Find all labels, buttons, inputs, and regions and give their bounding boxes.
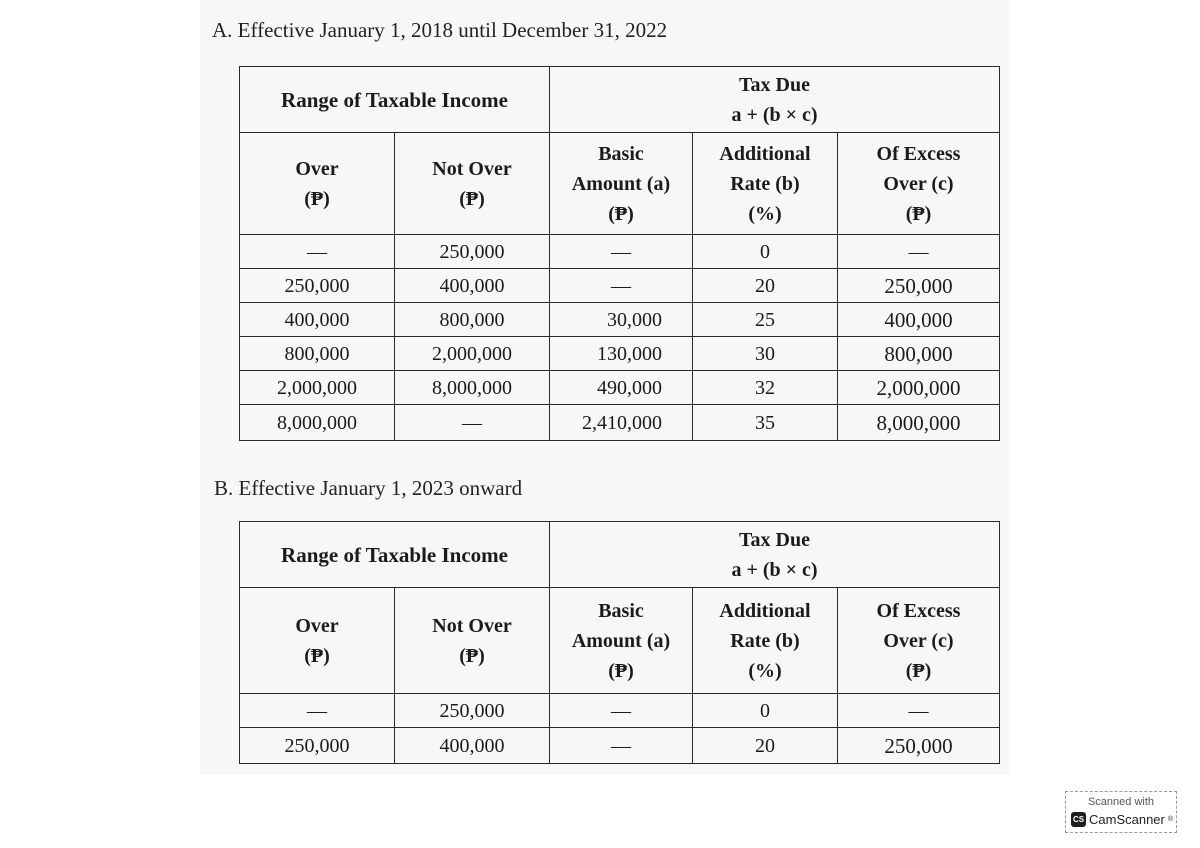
col-excess-over-header: Of Excess Over (c) (₱) [838, 588, 1000, 694]
cell-over: 800,000 [240, 337, 395, 371]
section-b-heading: B. Effective January 1, 2023 onward [214, 476, 523, 500]
cell-excess-over: 2,000,000 [838, 371, 1000, 405]
table-row [240, 235, 1000, 269]
cell-excess-over: 250,000 [838, 269, 1000, 303]
cell-excess-over: 400,000 [838, 303, 1000, 337]
scanned-with-label: Scanned with [1087, 796, 1155, 808]
range-header: Range of Taxable Income [240, 522, 550, 588]
cell-rate: 0 [693, 694, 838, 728]
camscanner-watermark [1065, 791, 1177, 833]
table-row [240, 728, 1000, 764]
cell-over: 2,000,000 [240, 371, 395, 405]
cell-over: — [240, 235, 395, 269]
table-row [240, 405, 1000, 441]
cell-over: 400,000 [240, 303, 395, 337]
table-row [240, 694, 1000, 728]
col-excess-over-header: Of Excess Over (c) (₱) [838, 133, 1000, 235]
cell-not-over: 250,000 [395, 235, 550, 269]
registered-mark: ® [1167, 816, 1174, 823]
cell-basic-amount: 30,000 [550, 303, 693, 337]
col-over-header: Over (₱) [240, 588, 395, 694]
camscanner-logo-icon: CS [1071, 812, 1086, 827]
cell-not-over: 400,000 [395, 269, 550, 303]
cell-not-over: 2,000,000 [395, 337, 550, 371]
table-row [240, 337, 1000, 371]
table-row [240, 371, 1000, 405]
cell-rate: 30 [693, 337, 838, 371]
tax-table-a [239, 66, 1000, 441]
cell-not-over: 800,000 [395, 303, 550, 337]
cell-rate: 35 [693, 405, 838, 441]
cell-basic-amount: 490,000 [550, 371, 693, 405]
cell-rate: 32 [693, 371, 838, 405]
section-a-heading: A. Effective January 1, 2018 until December 31, 2022 [212, 18, 668, 42]
tax-due-header: Tax Due a + (b × c) [550, 67, 1000, 133]
cell-basic-amount: — [550, 235, 693, 269]
cell-excess-over: 8,000,000 [838, 405, 1000, 441]
cell-excess-over: — [838, 235, 1000, 269]
cell-rate: 25 [693, 303, 838, 337]
tax-table-b [239, 521, 1000, 764]
camscanner-brand: CamScanner [1089, 812, 1165, 827]
tax-due-header: Tax Due a + (b × c) [550, 522, 1000, 588]
cell-over: 250,000 [240, 728, 395, 764]
cell-rate: 20 [693, 728, 838, 764]
cell-basic-amount: 2,410,000 [550, 405, 693, 441]
col-additional-rate-header: Additional Rate (b) (%) [693, 588, 838, 694]
cell-not-over: 250,000 [395, 694, 550, 728]
col-not-over-header: Not Over (₱) [395, 588, 550, 694]
cell-over: 250,000 [240, 269, 395, 303]
col-additional-rate-header: Additional Rate (b) (%) [693, 133, 838, 235]
col-not-over-header: Not Over (₱) [395, 133, 550, 235]
cell-over: 8,000,000 [240, 405, 395, 441]
cell-not-over: 8,000,000 [395, 371, 550, 405]
table-row [240, 269, 1000, 303]
col-basic-amount-header: Basic Amount (a) (₱) [550, 133, 693, 235]
cell-not-over: 400,000 [395, 728, 550, 764]
cell-excess-over: 250,000 [838, 728, 1000, 764]
cell-over: — [240, 694, 395, 728]
cell-not-over: — [395, 405, 550, 441]
cell-excess-over: 800,000 [838, 337, 1000, 371]
range-header: Range of Taxable Income [240, 67, 550, 133]
cell-basic-amount: 130,000 [550, 337, 693, 371]
cell-basic-amount: — [550, 694, 693, 728]
cell-excess-over: — [838, 694, 1000, 728]
col-basic-amount-header: Basic Amount (a) (₱) [550, 588, 693, 694]
cell-basic-amount: — [550, 269, 693, 303]
cell-basic-amount: — [550, 728, 693, 764]
cell-rate: 20 [693, 269, 838, 303]
table-row [240, 303, 1000, 337]
col-over-header: Over (₱) [240, 133, 395, 235]
cell-rate: 0 [693, 235, 838, 269]
